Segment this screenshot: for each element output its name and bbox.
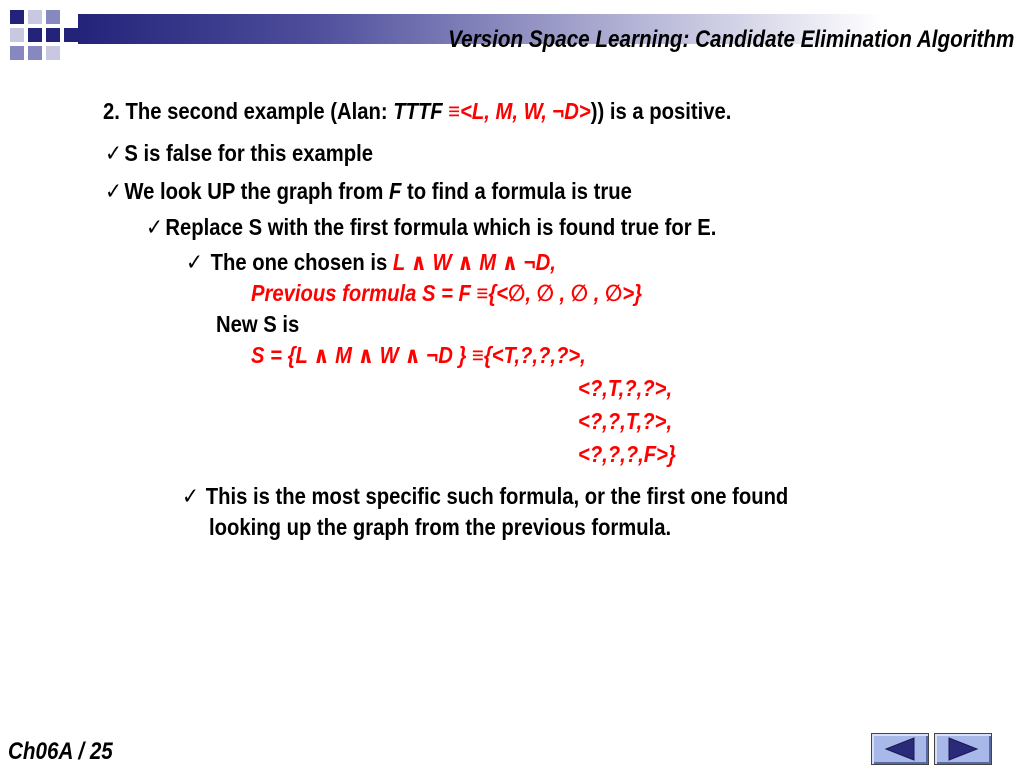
next-slide-button[interactable] <box>934 733 992 765</box>
line-1 <box>103 98 731 125</box>
line-11: <?,?,?,F>} <box>578 441 676 467</box>
line-1-end: )) is a positive. <box>590 98 732 124</box>
line-12 <box>182 483 788 510</box>
line-12-text: This is the most specific such formula, or the first one found <box>205 483 789 509</box>
line-4-text: Replace S with the first formula which is found true for E. <box>165 214 717 240</box>
line-10: <?,?,T,?>, <box>578 408 673 434</box>
line-3-f: F <box>389 178 402 204</box>
line-1-text: 2. The second example (Alan: <box>103 98 394 124</box>
line-5-comma: , <box>550 249 556 275</box>
line-2 <box>105 140 373 167</box>
line-1-tttf: TTTF <box>393 98 443 124</box>
line-2-text: S is false for this example <box>124 140 373 166</box>
line-7: New S is <box>216 311 300 337</box>
line-13: looking up the graph from the previous formula. <box>209 514 672 540</box>
slide-title: Version Space Learning: Candidate Elimination Algorithm <box>447 26 1014 53</box>
checkmark-icon: ✓ <box>182 483 199 509</box>
checkmark-icon: ✓ <box>105 140 122 166</box>
line-8: S = {L ∧ M ∧ W ∧ ¬D } ≡{<T,?,?,?>, <box>251 342 586 368</box>
line-9: <?,T,?,?>, <box>578 375 673 401</box>
checkmark-icon: ✓ <box>105 178 122 204</box>
line-3 <box>105 178 632 205</box>
previous-slide-button[interactable] <box>871 733 929 765</box>
line-5 <box>186 249 556 276</box>
line-5-formula: L ∧ W ∧ M ∧ ¬D <box>392 249 551 275</box>
line-5-text: The one chosen is <box>210 249 393 275</box>
line-3-text: We look UP the graph from <box>124 178 390 204</box>
checkmark-icon: ✓ <box>146 214 163 240</box>
checkmark-icon: ✓ <box>186 249 203 275</box>
line-6: Previous formula S = F ≡{<∅, ∅ , ∅ , ∅>} <box>251 280 643 306</box>
slide-number: Ch06A / 25 <box>8 738 113 765</box>
line-4 <box>146 214 716 241</box>
line-3-end: to find a formula is true <box>401 178 632 204</box>
triangle-right-icon <box>943 736 983 762</box>
triangle-left-icon <box>880 736 920 762</box>
line-1-formula: ≡<L, M, W, ¬D> <box>442 98 591 124</box>
